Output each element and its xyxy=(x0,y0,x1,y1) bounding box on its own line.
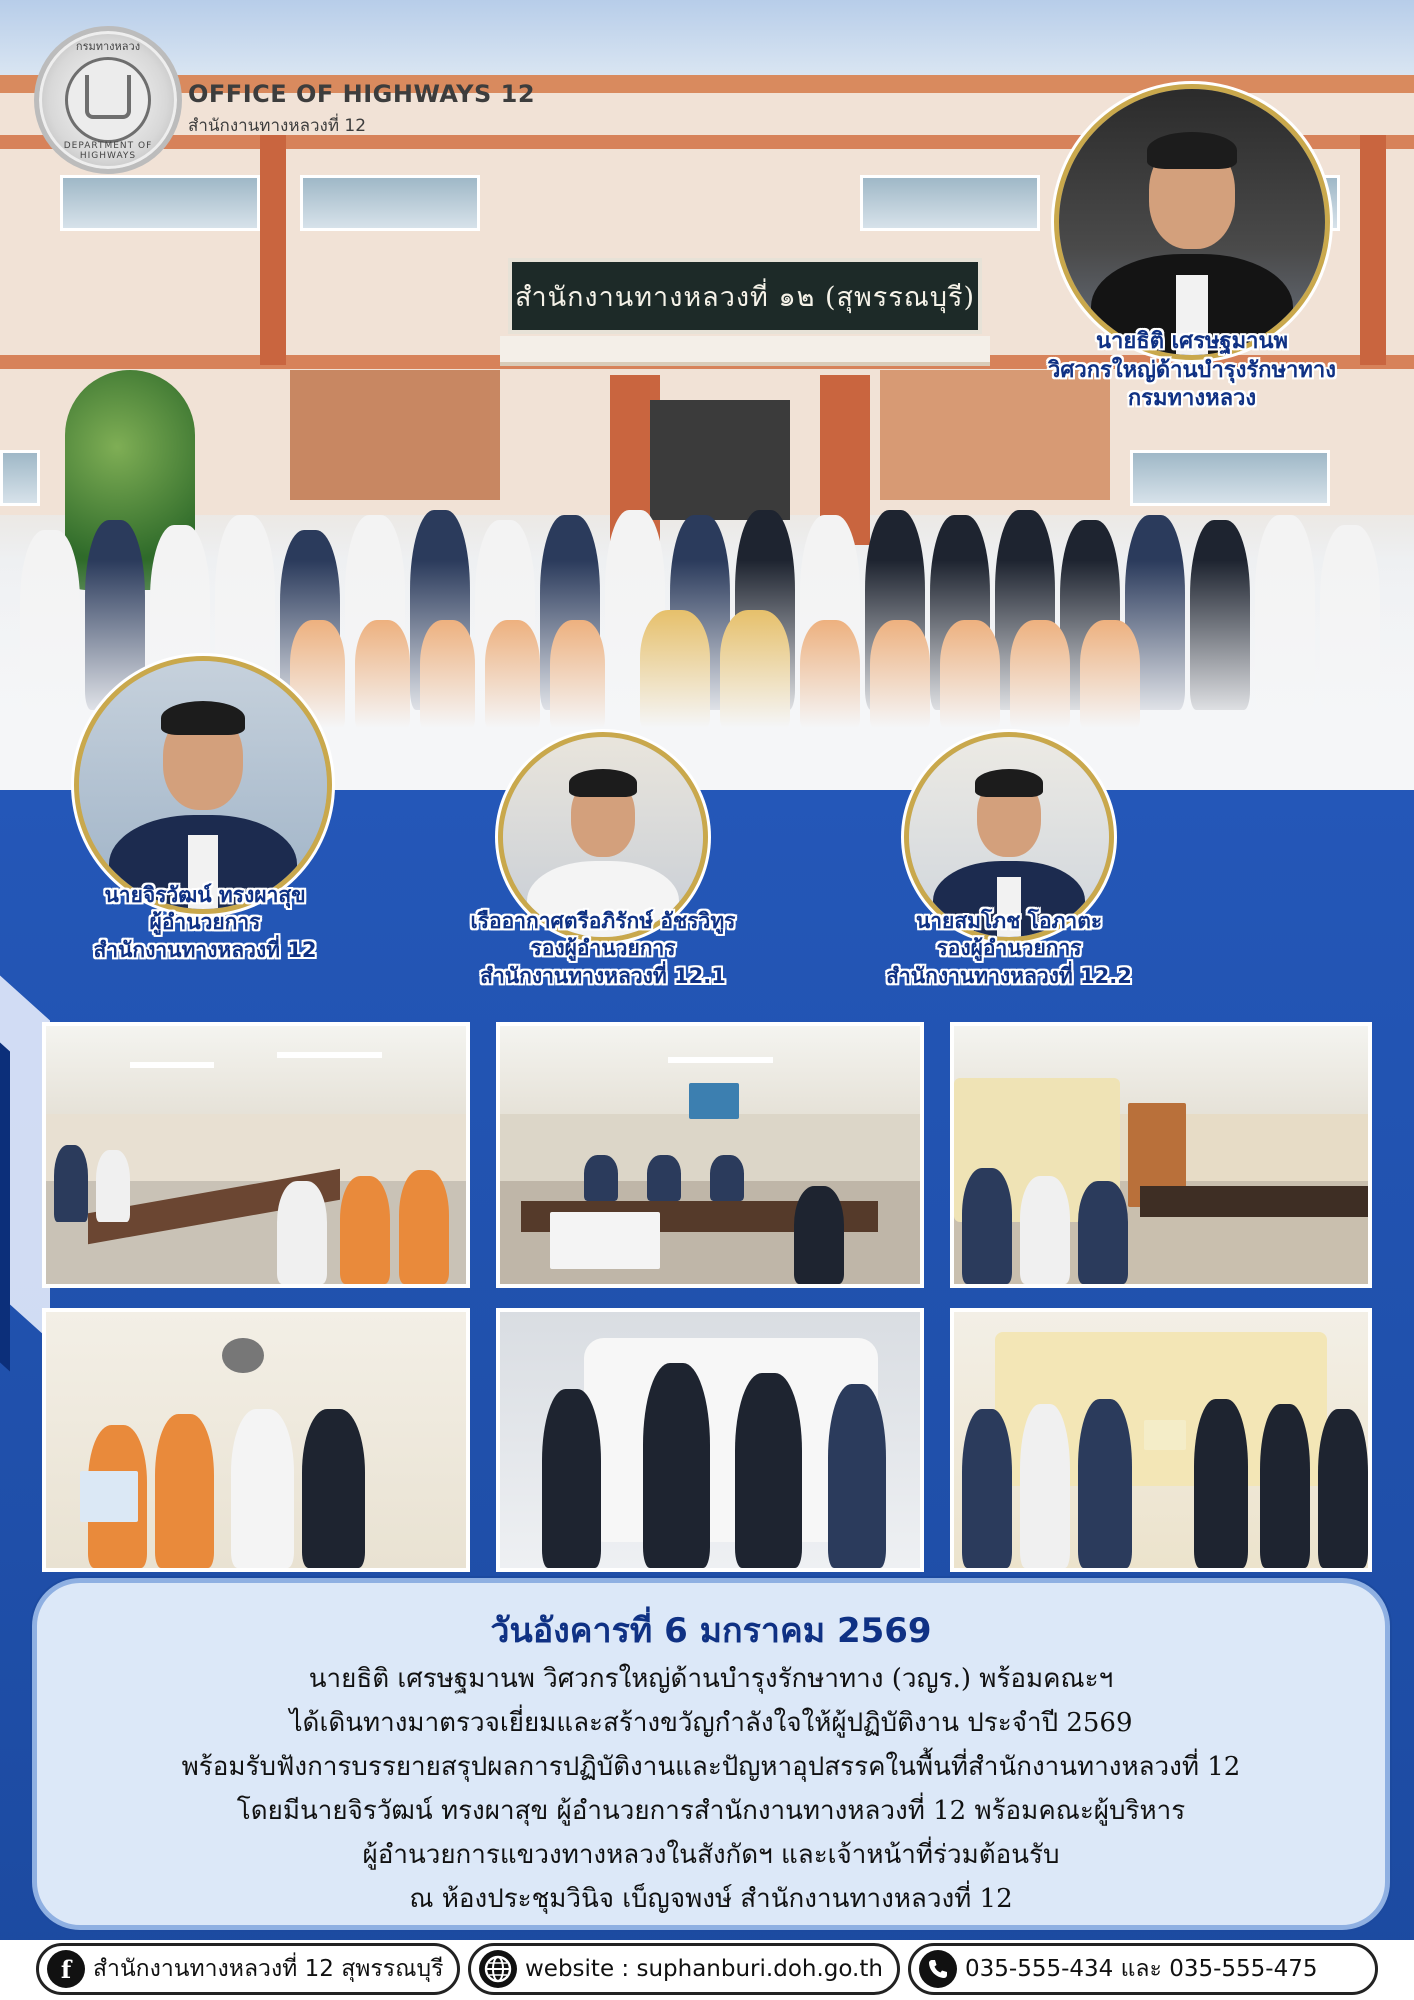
meeting-photo-1 xyxy=(42,1022,470,1288)
facebook-label: สำนักงานทางหลวงที่ 12 สุพรรณบุรี xyxy=(93,1956,444,1982)
facebook-icon: f xyxy=(47,1950,85,1988)
caption-name: เรืออากาศตรีอภิรักษ์ อัชรวิทูร xyxy=(470,909,736,933)
caption-deputy-director-12-2 xyxy=(826,908,1192,990)
globe-icon xyxy=(479,1950,517,1988)
logo-text-top: กรมทางหลวง xyxy=(75,40,141,53)
event-description xyxy=(57,1657,1365,1921)
phone-icon xyxy=(919,1950,957,1988)
portrait-deputy-chief-engineer xyxy=(1054,84,1330,360)
department-of-highways-logo xyxy=(34,26,182,174)
caption-name: นายจิรวัฒน์ ทรงผาสุข xyxy=(104,883,306,907)
meeting-photo-2 xyxy=(496,1022,924,1288)
office-name-en: OFFICE OF HIGHWAYS 12 xyxy=(188,80,536,108)
caption-org: สำนักงานทางหลวงที่ 12.1 xyxy=(480,963,726,988)
caption-role: รองผู้อำนวยการ xyxy=(936,936,1082,961)
description-line: โดยมีนายจิรวัฒน์ ทรงผาสุข ผู้อำนวยการสำนักงานทางหลวงที่ 12 พร้อมคณะผู้บริหาร xyxy=(236,1796,1186,1826)
meeting-photo-3 xyxy=(950,1022,1372,1288)
caption-name: นายสมโภช โอภาตะ xyxy=(915,909,1103,933)
office-name-th: สำนักงานทางหลวงที่ 12 xyxy=(188,116,367,136)
building-sign: สำนักงานทางหลวงที่ ๑๒ (สุพรรณบุรี) xyxy=(508,258,982,334)
award-photo-1 xyxy=(42,1308,470,1572)
caption-org: กรมทางหลวง xyxy=(1127,386,1257,412)
event-info-box xyxy=(32,1578,1390,1930)
caption-name: นายธิติ เศรษฐมานพ xyxy=(1096,329,1288,354)
caption-director xyxy=(40,882,370,964)
event-date: วันอังคารที่ 6 มกราคม 2569 xyxy=(490,1611,932,1651)
caption-deputy-director-12-1 xyxy=(400,908,806,990)
phone-label: 035-555-434 และ 035-555-475 xyxy=(965,1956,1318,1982)
description-line: พร้อมรับฟังการบรรยายสรุปผลการปฏิบัติงานและปัญหาอุปสรรคในพื้นที่สำนักงานทางหลวงที่ 12 xyxy=(181,1752,1241,1782)
award-photo-2 xyxy=(950,1308,1372,1572)
phone-link[interactable] xyxy=(908,1943,1378,1995)
caption-role: ผู้อำนวยการ xyxy=(149,910,261,935)
description-line: ผู้อำนวยการแขวงทางหลวงในสังกัดฯ และเจ้าหน้าที่ร่วมต้อนรับ xyxy=(362,1840,1060,1870)
caption-org: สำนักงานทางหลวงที่ 12.2 xyxy=(886,963,1132,988)
caption-role: วิศวกรใหญ่ด้านบำรุงรักษาทาง xyxy=(1048,357,1336,383)
caption-role: รองผู้อำนวยการ xyxy=(530,936,676,961)
portrait-director xyxy=(74,656,332,914)
caption-org: สำนักงานทางหลวงที่ 12 xyxy=(93,937,317,962)
description-line: ณ ห้องประชุมวินิจ เบ็ญจพงษ์ สำนักงานทางหลวงที่ 12 xyxy=(409,1884,1013,1914)
website-link[interactable] xyxy=(468,1943,900,1995)
description-line: ได้เดินทางมาตรวจเยี่ยมและสร้างขวัญกำลังใจให้ผู้ปฏิบัติงาน ประจำปี 2569 xyxy=(289,1708,1133,1738)
sky xyxy=(0,0,1414,75)
logo-text-bottom: DEPARTMENT OF HIGHWAYS xyxy=(63,141,153,161)
arrival-photo xyxy=(496,1308,924,1572)
facebook-link[interactable] xyxy=(36,1943,460,1995)
caption-deputy-chief-engineer xyxy=(960,328,1414,414)
website-label: website : suphanburi.doh.go.th xyxy=(525,1956,883,1982)
description-line: นายธิติ เศรษฐมานพ วิศวกรใหญ่ด้านบำรุงรักษาทาง (วญร.) พร้อมคณะฯ xyxy=(308,1664,1114,1694)
